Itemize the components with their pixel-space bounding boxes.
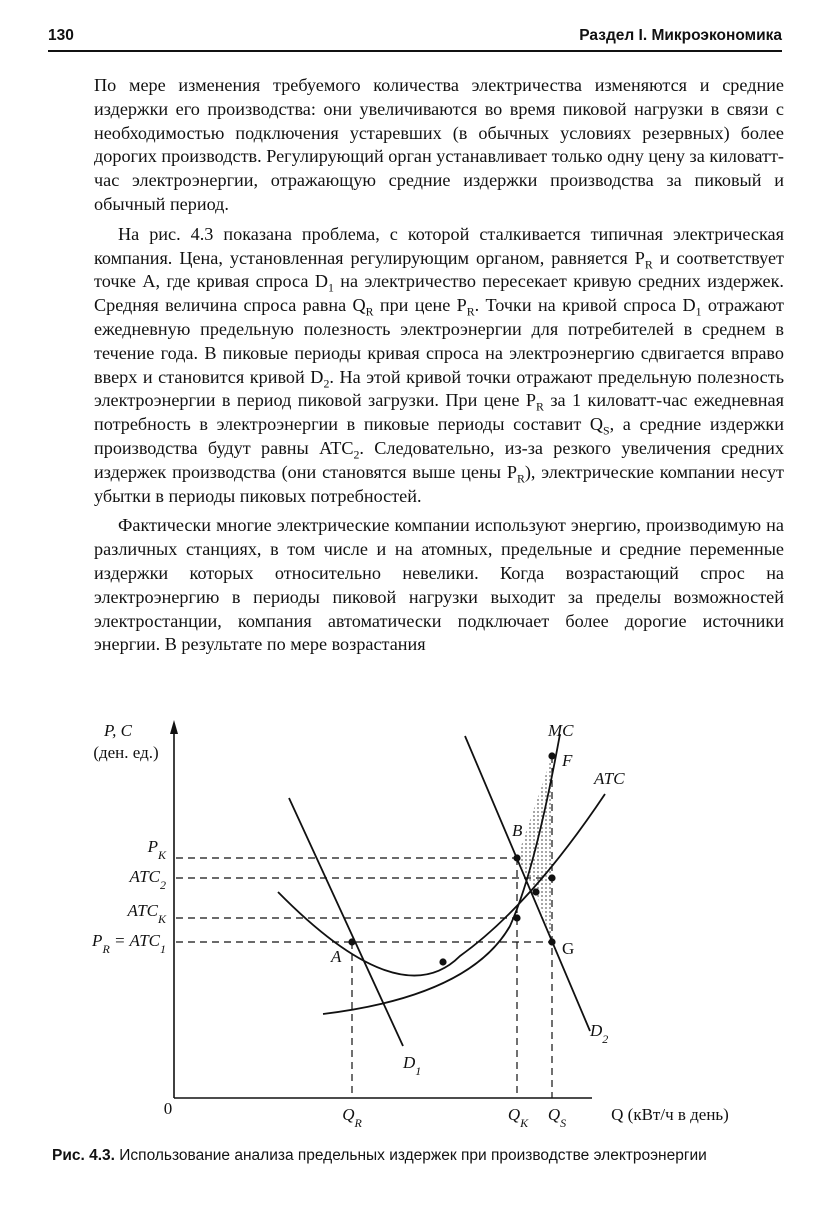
y-tick-atc2: $ATC_2$ (129, 867, 166, 892)
d2-demand-curve (465, 736, 590, 1031)
d1-demand-curve (289, 798, 403, 1046)
body-text (94, 74, 784, 663)
point-a-label: A (331, 947, 342, 966)
mc-label: MC (548, 721, 574, 740)
paragraph-1: По мере изменения требуемого количества электричества изменяются и средние издержки его производства: они увеличиваются во время пиковой нагрузки в связи с необходимостью подключения устаревших (в обычных условиях резервных) более дорогих производств. Регулирующий орган устанавливает только одну цену за киловатт-час электроэнергии, отражающую средние издержки производства за пиковый и обычный период. (94, 75, 784, 214)
origin-label: 0 (163, 1099, 173, 1118)
y-axis-arrow (170, 720, 178, 734)
section-title: Раздел I. Микроэкономика (579, 27, 782, 44)
d1-label: $D_1$ (403, 1053, 422, 1078)
caption-text: Использование анализа предельных издержек при производстве электроэнергии (119, 1147, 707, 1164)
point-g-label: G (562, 939, 575, 958)
x-tick-qk: $Q_K$ (507, 1105, 529, 1130)
caption-label: Рис. 4.3. (52, 1147, 115, 1164)
paragraph-2: На рис. 4.3 показана проблема, с которой сталкивается типичная электрическая компания. Цена, установленная регулирующим органом, равняется $P_R$ и соответствует точке A, где кривая спроса $D_1$ на электричество пересекает кривую средних издержек. Средняя величина спроса равна $Q_R$ при цене $P_R$. Точки на кривой спроса $D_1$ отражают ежедневную предельную полезность электроэнергии для потребителей в среднем в течение года. В пиковые периоды кривая спроса на электроэнергию сдвигается вправо вверх и становится кривой $D_2$. На этой кривой точки отражают предельную полезность электроэнергии в период пиковой загрузки. При цене $P_R$ за 1 киловатт-час ежедневная потребность в электроэнергии в пиковые периоды составит $Q_S$, а средние издержки производства будут равны $ATC_2$. Следовательно, из-за резкого увеличения средних издержек производства (они становятся выше цены $P_R$), электрические компании несут убытки в периоды пиковых потребностей. (94, 223, 784, 506)
point-f-label: F (562, 751, 573, 770)
paragraph-3: Фактически многие электрические компании используют энергию, производимую на различных станциях, в том числе и на атомных, предельные и средние переменные издержки которых относительно невелики. Когда возрастающий спрос на электроэнергию в периоды пиковой нагрузки выходит за пределы возможностей электростанции, компания автоматически подключает более дорогие источники энергии. В результате по мере возрастания (94, 515, 784, 655)
y-tick-pr-atc1: $P_R = ATC_1$ (92, 931, 166, 956)
y-axis-label-line2: (ден. ед.) (93, 743, 159, 762)
cost-curves-diagram (0, 706, 834, 1138)
x-tick-qr: $Q_R$ (342, 1105, 362, 1130)
running-head (48, 24, 782, 52)
x-axis-label: Q (кВт/ч в день) (611, 1105, 729, 1124)
d2-label: $D_2$ (590, 1021, 609, 1046)
atc-curve (278, 794, 605, 976)
y-tick-atck: $ATC_K$ (127, 901, 166, 926)
atc-label: ATC (594, 769, 625, 788)
page-number: 130 (48, 27, 74, 44)
point-b-label: B (512, 821, 523, 840)
figure-caption (52, 1147, 812, 1165)
y-axis-label-line1: P, C (103, 721, 133, 740)
y-tick-pk: $P_K$ (147, 837, 166, 862)
x-tick-qs: $Q_S$ (547, 1105, 567, 1130)
figure-4-3 (0, 706, 834, 1138)
